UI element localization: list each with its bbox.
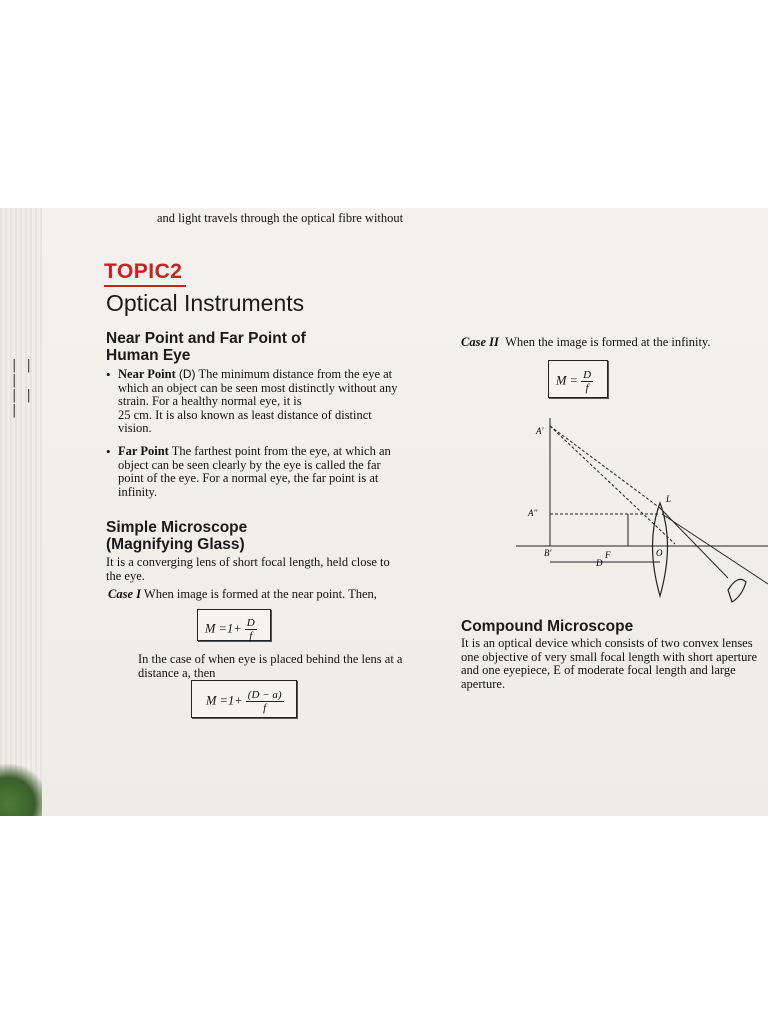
label-d: D <box>596 558 603 568</box>
formula-3-num: D <box>583 369 592 381</box>
bullet-icon: • <box>106 444 111 459</box>
label-l: L <box>666 494 672 504</box>
compound-text-0: It is an optical device which consists of two convex lenses <box>461 636 753 650</box>
case1-line <box>108 588 377 602</box>
far-point-text-1: object can be seen clearly by the eye is called the far <box>118 457 381 472</box>
formula-3-den: f <box>585 382 589 394</box>
book-page <box>0 208 768 816</box>
case2-line <box>461 336 711 350</box>
virtual-ray-2 <box>550 426 675 544</box>
simple-description <box>106 556 446 583</box>
case2-text: When the image is formed at the infinity. <box>505 335 711 349</box>
near-far-heading-line2: Human Eye <box>106 347 191 364</box>
near-point-text-2: strain. For a healthy normal eye, it is <box>118 394 302 408</box>
simple-microscope-heading <box>106 519 247 553</box>
topic-underline <box>104 285 186 287</box>
case1-label: Case I <box>108 587 141 601</box>
compound-text-1: one objective of very small focal length with short aperture <box>461 649 758 664</box>
formula-1-num: D <box>246 617 255 629</box>
near-point-text-3: 25 cm. It is also known as least distance of distinct <box>118 407 372 422</box>
near-point-term: Near Point <box>118 367 176 381</box>
simple-text-0: It is a converging lens of short focal length, held close to <box>106 555 390 569</box>
top-line: and light travels through the optical fibre without <box>157 211 404 225</box>
virtual-ray-1 <box>550 426 660 508</box>
near-point-text-1: which an object can be seen most distinctly without any <box>118 380 398 395</box>
page-gutter <box>0 208 42 816</box>
simple-heading-line2: (Magnifying Glass) <box>106 536 245 553</box>
far-point-item <box>106 445 446 499</box>
bullet-icon: • <box>106 367 111 382</box>
near-point-item <box>106 368 446 436</box>
formula-2-lhs: M =1+ <box>206 693 243 708</box>
ray-diagram <box>510 408 768 608</box>
gutter-marks: | | | | | | <box>12 358 34 418</box>
far-point-text-0: The farthest point from the eye, at which an <box>171 444 391 458</box>
ray-1 <box>660 508 728 578</box>
label-a-prime: A' <box>536 426 544 436</box>
far-point-text-2: point of the eye. For a normal eye, the far point is at <box>118 471 379 485</box>
far-point-term: Far Point <box>118 444 169 458</box>
leaf-decoration <box>0 756 42 816</box>
label-b-prime: B' <box>544 548 552 558</box>
near-far-heading <box>106 330 306 364</box>
formula-box-2 <box>191 680 297 718</box>
compound-text-2: and one eyepiece, E of moderate focal length and large <box>461 663 736 677</box>
compound-microscope-heading: Compound Microscope <box>461 618 634 635</box>
behind-lens-text <box>138 653 448 680</box>
label-o: O <box>656 548 663 558</box>
label-f: F <box>605 550 611 560</box>
ray-2 <box>662 514 768 584</box>
page-title: Optical Instruments <box>106 290 305 316</box>
formula-3-lhs: M = <box>556 373 578 388</box>
formula-2-den: f <box>263 702 267 714</box>
eye-icon <box>728 579 746 602</box>
behind-text-1: distance a, then <box>138 665 216 680</box>
near-far-heading-line1: Near Point and Far Point of <box>106 330 306 347</box>
formula-2-num: (D − a) <box>247 689 282 701</box>
simple-text-1: the eye. <box>106 568 145 583</box>
behind-text-0: In the case of when eye is placed behind the lens at a <box>138 652 403 666</box>
near-point-text-4: vision. <box>118 421 152 435</box>
near-point-symbol: (D) <box>178 367 196 381</box>
formula-box-1 <box>197 609 271 641</box>
formula-1-den: f <box>249 630 253 642</box>
far-point-line <box>118 445 446 459</box>
far-point-text-3: infinity. <box>118 484 158 499</box>
topic-label: TOPIC2 <box>104 260 183 283</box>
near-point-line <box>118 368 446 382</box>
case2-label: Case II <box>461 335 499 349</box>
compound-description <box>461 637 766 691</box>
label-a-dprime: A'' <box>528 508 538 518</box>
formula-box-3 <box>548 360 608 398</box>
compound-text-3: aperture. <box>461 676 506 691</box>
near-point-text-0: The minimum distance from the eye at <box>198 367 393 381</box>
simple-heading-line1: Simple Microscope <box>106 519 248 536</box>
case1-text: When image is formed at the near point. Then, <box>143 587 377 601</box>
formula-1-lhs: M =1+ <box>205 621 242 636</box>
